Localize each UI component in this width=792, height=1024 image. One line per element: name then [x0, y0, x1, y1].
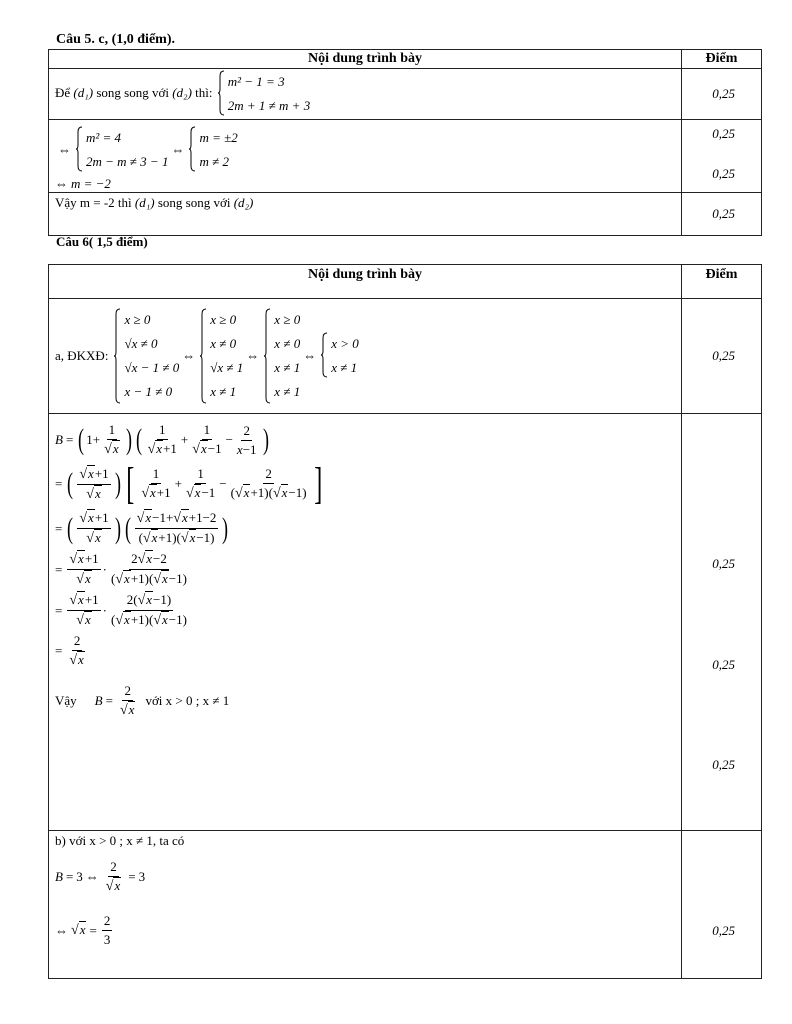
- a-system-3: [262, 308, 300, 404]
- cau6-row-a: a, ĐKXĐ: x ≥ 0 √x ≠ 0 √x − 1 ≠ 0 x − 1 ≠ 0 ⇔ x ≥ 0 x ≠ 0 √x ≠ 1 x ≠ 1 ⇔ x ≥ 0 x ≠ 0 x ≠ 1 x ≠ 1 ⇔ x > 0 x ≠ 1: [49, 299, 682, 414]
- cau6-score-pb: 0,25: [682, 831, 762, 979]
- pb-num: 2: [102, 913, 113, 931]
- cau6-score-b: [682, 414, 762, 831]
- cau5-col-score: Điểm: [682, 50, 762, 69]
- cau5-score-2b: 0,25: [712, 166, 735, 181]
- b-line-5: = $\frac{√x+1}{√x}$ · $\frac{2(√x-1)}{(√x+1)(√x-1)}$: [55, 592, 187, 628]
- a-s3-2: x ≠ 1: [274, 360, 301, 375]
- row2-eq2: 2m − m ≠ 3 − 1: [86, 154, 169, 169]
- cau5-row1: [49, 69, 682, 120]
- cau6-row-pb: [49, 831, 682, 979]
- cau5-score-1: 0,25: [682, 69, 762, 120]
- a-s2-2: √x ≠ 1: [210, 360, 244, 375]
- cau5-row3: [49, 193, 682, 236]
- row3-d2: (d₂): [233, 195, 254, 210]
- cau6-row-b: [49, 414, 682, 831]
- row1-system: [216, 70, 310, 118]
- a-s2-1: x ≠ 0: [210, 336, 237, 351]
- b-score-3: 0,25: [712, 757, 735, 772]
- row2-eq1: m² = 4: [86, 130, 122, 145]
- cau6-heading: Câu 6( 1,5 điểm): [56, 234, 148, 249]
- cau6-score-a: 0,25: [682, 299, 762, 414]
- cau6-col-score: Điểm: [682, 265, 762, 299]
- b-line-3: = ( $\frac{√x+1}{√x}$ ) ( $\frac{√x-1+√x+1-2}{(√x+1)(√x-1)}$ ): [55, 510, 229, 546]
- b-line-4: = $\frac{√x+1}{√x}$ · $\frac{2√x-2}{(√x+1)(√x-1)}$: [55, 551, 187, 587]
- a-s2-3: x ≠ 1: [210, 384, 237, 399]
- vay-cond: với x > 0 ; x ≠ 1: [145, 693, 230, 708]
- b-score-1: 0,25: [712, 556, 735, 571]
- cau6-table: [48, 264, 762, 979]
- row1-d2: (d₂): [172, 84, 192, 100]
- cau5-heading: Câu 5. c, (1,0 điểm).: [56, 32, 175, 47]
- a-system-4: [319, 332, 359, 380]
- a-s4-0: x > 0: [331, 336, 359, 351]
- cau5-score-3: 0,25: [682, 193, 762, 236]
- row2-system-a: [74, 126, 168, 174]
- b-score-2: 0,25: [712, 657, 735, 672]
- row1-eq2: 2m + 1 ≠ m + 3: [227, 98, 311, 113]
- vay-label: Vậy: [55, 693, 77, 708]
- pb-intro: b) với x > 0 ; x ≠ 1, ta có: [55, 833, 185, 848]
- a-s2-0: x ≥ 0: [210, 312, 237, 327]
- cau5-row2: ⇔ m² = 4 2m − m ≠ 3 − 1 ⇔ m = ±2 m ≠ 2 ⇔ m = −2: [49, 120, 682, 193]
- a-s3-3: x ≠ 1: [274, 384, 301, 399]
- b-line-2: = ( $\frac{√x+1}{√x}$ ) [ $\frac{1}{√x+1}$ + $\frac{1}{√x-1}$ − $\frac{2}{(√x+1)(√x-1)}$ ]: [55, 459, 322, 508]
- pb-line-1: B = 3 ⇔ $\frac{2}{√x}$ = 3: [55, 859, 146, 894]
- cau5-col-content: Nội dung trình bày: [49, 50, 682, 69]
- b-line-1: B = ( 1+ $\frac{1}{√x}$ ) ( $\frac{1}{√x+1}$ + $\frac{1}{√x-1}$ − $\frac{2}{x-1}$ ): [55, 422, 269, 457]
- a-s1-2: √x − 1 ≠ 0: [124, 360, 180, 375]
- row3-mid: song song với: [157, 195, 231, 210]
- cau5-score-2a: 0,25: [712, 126, 735, 141]
- row1-then: thì:: [195, 84, 213, 100]
- a-s1-1: √x ≠ 0: [124, 336, 158, 351]
- row2-eq4: m ≠ 2: [199, 154, 229, 169]
- a-s1-3: x − 1 ≠ 0: [124, 384, 173, 399]
- row3-d1: (d₁): [134, 195, 155, 210]
- row2-eq3: m = ±2: [199, 130, 238, 145]
- cau5-table: [48, 49, 762, 236]
- row2-system-b: [187, 126, 237, 174]
- row1-mid: song song với: [96, 84, 169, 100]
- row2-result: m = −2: [71, 176, 111, 191]
- a-s1-0: x ≥ 0: [124, 312, 151, 327]
- row1-eq1: m² − 1 = 3: [227, 74, 285, 89]
- cau5-score-2: [682, 120, 762, 193]
- a-label: a, ĐKXĐ:: [55, 348, 109, 363]
- a-system-2: [198, 308, 243, 404]
- b-line-7: Vậy B = $\frac{2}{√x}$ với x > 0 ; x ≠ 1: [55, 683, 230, 718]
- b-line-6: = $\frac{2}{√x}$: [55, 633, 84, 668]
- a-s3-0: x ≥ 0: [274, 312, 301, 327]
- row1-text: Để: [55, 84, 71, 100]
- row1-d1: (d₁): [73, 84, 94, 100]
- a-s3-1: x ≠ 0: [274, 336, 301, 351]
- pb-den: 3: [103, 932, 111, 947]
- pb-line-2: ⇔ √x = $\frac{2}{3}$: [55, 913, 111, 947]
- a-s4-1: x ≠ 1: [331, 360, 358, 375]
- a-system-1: [112, 308, 179, 404]
- row3-text: Vậy m = -2 thì: [55, 195, 132, 210]
- cau6-col-content: Nội dung trình bày: [49, 265, 682, 299]
